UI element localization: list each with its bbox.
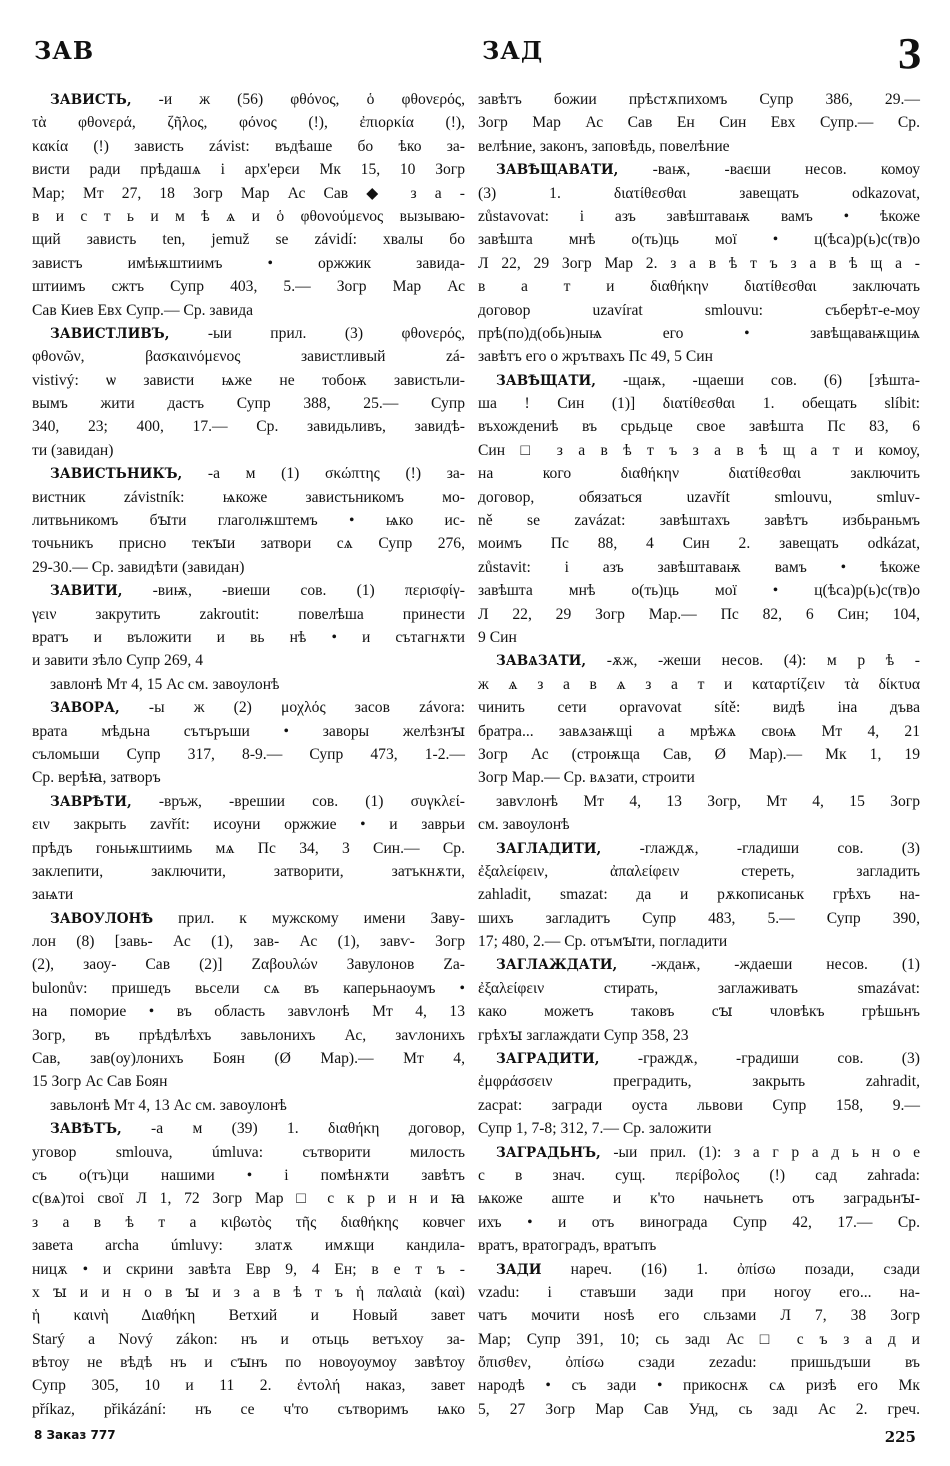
text-line [32, 977, 465, 1000]
line-text: -връж, -врешии сов. (1) συγκλεί- [131, 792, 465, 810]
text-line [478, 228, 920, 251]
line-text: ша ! Син (1)] διατίθεσθαι 1. обещать slíbit: [478, 395, 920, 413]
line-text: Син □ з а в ѣ т ъ з а в ѣ щ а т и комоу, [478, 441, 920, 459]
text-line [478, 345, 920, 368]
line-text: съломьши Супр 317, 8-9.— Супр 473, 1-2.— [32, 745, 465, 763]
right-column [478, 88, 920, 1421]
line-text: zůstavovat: і азъ завѣштаваѭ вамъ • ѣкоже [478, 207, 920, 225]
text-line [478, 626, 920, 649]
entry-first-line [32, 907, 465, 930]
text-line [32, 1234, 465, 1257]
line-text: в и с т ь и м ѣ ѧ и ὁ φθονούμενος вызываю- [32, 207, 465, 225]
text-line [478, 603, 920, 626]
running-head-right: ЗАД [482, 36, 544, 65]
line-text: Зогр Ас (строѭща Сав, Ø Мар).— Мк 1, 19 [478, 745, 920, 763]
line-text: завѣшта мнѣ о(ть)ць мої • ц(ѣса)р(ь)с(тв)о [478, 231, 920, 249]
text-line [32, 1187, 465, 1210]
text-line [478, 252, 920, 275]
line-text: -ждаѭ, -ждаеши несов. (1) [617, 956, 920, 974]
line-text: завѣтъ божии прѣстѫпихомъ Супр 386, 29.— [478, 91, 920, 108]
text-line [478, 790, 920, 813]
text-line [32, 930, 465, 953]
line-text: -и ж (56) φθόνος, ὁ φθονερός, [131, 91, 465, 108]
entry-first-line [478, 158, 920, 181]
text-line [478, 205, 920, 228]
text-line [32, 1398, 465, 1421]
line-text: велѣние, законъ, заповѣдь, повелѣние [478, 137, 730, 155]
entry-first-line [32, 1117, 465, 1140]
line-text: моимъ Пс 88, 4 Син 2. завещать odkázat, [478, 535, 920, 553]
text-line [32, 299, 465, 322]
text-line [478, 1328, 920, 1351]
text-line [32, 1141, 465, 1164]
text-line [478, 486, 920, 509]
line-text: ж ѧ з а в ѧ з а т и καταρτίζειν τὰ δίκτυα [478, 675, 920, 693]
line-text: з а в ѣ т а κιβωτὸς τῆς διαθήκης ковчег [32, 1213, 465, 1231]
line-text: братра... завѧзаѭщі а мрѣжѧ своѩ Мт 4, 21 [478, 722, 920, 740]
line-text: γειν закрутить zakroutit: повелѣша принести [32, 605, 465, 623]
text-line [32, 205, 465, 228]
text-line [478, 1117, 920, 1140]
text-line [32, 1374, 465, 1397]
line-text: -а м (1) σκώπτης (!) за- [182, 465, 465, 483]
text-line [32, 345, 465, 368]
line-text: -ыи прил. (3) φθονερός, [169, 324, 465, 342]
text-line [478, 883, 920, 906]
line-text: vistivý: ѡ зависти ѩже не тобоѭ завистьли- [32, 371, 465, 389]
text-line [32, 486, 465, 509]
line-text: завѣтъ его о жрътвахъ Пс 49, 5 Син [478, 348, 713, 366]
line-text: завистъ имѣѭштиимъ • оржжик завида- [32, 254, 465, 272]
line-text: -ваѭ, -ваєши несов. комоу [618, 161, 920, 179]
line-text: ихъ • и отъ винограда Супр 42, 17.— Ср. [478, 1213, 920, 1231]
text-line [478, 1164, 920, 1187]
text-line [32, 158, 465, 181]
text-line [478, 1024, 920, 1047]
text-line [32, 369, 465, 392]
line-text: вратъ, вратоградъ, вратъпъ [478, 1237, 657, 1255]
line-text: Сав Киев Евх Супр.— Ср. завида [32, 301, 254, 319]
line-text: чатъ мочити ноѕѣ его сльзами Л 7, 38 Зогр [478, 1307, 920, 1325]
line-text: zacpat: загради оуста львови Супр 158, 9.— [478, 1096, 920, 1114]
headword: ЗАВОРА, [50, 700, 120, 717]
text-line [478, 720, 920, 743]
line-text: како можетъ таковъ сꙑ чловѣкъ грѣшьнъ [478, 1003, 920, 1021]
line-text: ὄπισθεν, ὀπίσω сзади zezadu: пришьдъши въ [478, 1354, 920, 1372]
headword: ЗАВѢЩАТИ, [496, 372, 596, 389]
text-line [32, 252, 465, 275]
line-text: Супр 1, 7-8; 312, 7.— Ср. заложити [478, 1120, 712, 1138]
line-text: Ср. верѣꙗ, затворъ [32, 769, 161, 787]
line-text: 29-30.— Ср. завидѣти (завидан) [32, 558, 245, 576]
line-text: ἐξαλείφειν стирать, заглаживать smazávat: [478, 979, 920, 997]
text-line [478, 439, 920, 462]
line-text: литвьникомъ бꙑти глаголѭштемъ • ѩко ис- [32, 512, 465, 530]
text-line [478, 1374, 920, 1397]
line-text: ницѫ • и скрини завѣта Евр 9, 4 Ен; в е т ъ - [32, 1260, 465, 1278]
text-line [32, 626, 465, 649]
text-line [478, 1234, 920, 1257]
headword: ЗАВИТИ, [50, 583, 123, 600]
text-line [478, 532, 920, 555]
text-line [478, 1211, 920, 1234]
line-text: zahladit, smazat: да и рѫкописаньк грѣхъ на- [478, 886, 920, 904]
text-line [478, 766, 920, 789]
entry-first-line [478, 369, 920, 392]
text-line [32, 603, 465, 626]
line-text: штиимъ сжтъ Супр 403, 5.— Зогр Мар Ас [32, 278, 465, 296]
printer-signature: 8 Заказ 777 [34, 1428, 116, 1442]
entry-first-line [478, 1047, 920, 1070]
headword: ЗАВѢЩАВАТИ, [496, 162, 619, 179]
entry-first-line [478, 953, 920, 976]
line-text: лон (8) [завь- Ас (1), зав- Ас (1), завѵ- Зогр [32, 933, 465, 951]
line-text: ἐξαλείφειν, ἀπαλείφειν стереть, загладить [478, 862, 920, 880]
line-text: 17; 480, 2.— Ср. отъмꙑти, погладити [478, 933, 728, 951]
text-line [478, 182, 920, 205]
line-text: точьникъ присно текꙑи затвори сѧ Супр 276, [32, 535, 465, 553]
text-line [32, 532, 465, 555]
line-text: 15 Зогр Ас Сав Боян [32, 1073, 168, 1091]
text-line [32, 182, 465, 205]
line-text: -а м (39) 1. διαθήκη договор, [121, 1120, 465, 1138]
text-line [478, 1281, 920, 1304]
text-line [32, 111, 465, 134]
line-text: с(вѧ)тоі свої Л 1, 72 Зогр Мар □ с к р и н и ꙗ [32, 1190, 465, 1208]
text-line [478, 299, 920, 322]
line-text: -граждѫ, -градиши сов. (3) [599, 1050, 920, 1068]
headword: ЗАВѢТЪ, [50, 1121, 122, 1138]
text-line [478, 977, 920, 1000]
line-text: -щаѭ, -щаеши сов. (6) [зѣшта- [595, 371, 920, 389]
line-text: (2), заоу- Сав (2)] Ζαβουλών Завулонов Za- [32, 956, 465, 974]
line-text: Л 22, 29 Зогр Мар.— Пс 82, 6 Син; 104, [478, 605, 920, 623]
text-line [478, 1094, 920, 1117]
headword: ЗАГЛАДИТИ, [496, 840, 602, 857]
entry-first-line [478, 649, 920, 672]
line-text: вѣтоу не вѣдѣ нъ и сꙑнъ по новоуоумоу завѣтоу [32, 1354, 465, 1372]
line-text: прѣ(по)д(обь)ныѩ его • завѣщаваѭщиѩ [478, 324, 920, 342]
text-line [478, 743, 920, 766]
text-line [32, 720, 465, 743]
text-line [478, 462, 920, 485]
line-text: -глаждѫ, -гладиши сов. (3) [601, 839, 920, 857]
headword: ЗАВИСТЬНИКЪ, [50, 466, 183, 483]
line-text: Зогр Мар.— Ср. вѧзати, строити [478, 769, 695, 787]
headword: ЗАВРѢТИ, [50, 793, 132, 810]
text-line [32, 392, 465, 415]
line-text: висти ради прѣдашѧ і арх'ерєи Мк 15, 10 Зогр [32, 161, 465, 179]
line-text: (3) 1. διατίθεσθαι завещать odkazovat, [478, 184, 920, 202]
line-text: φθονῶν, βασκαινόμενος завистливый zá- [32, 348, 465, 366]
line-text: шихъ загладитъ Супр 483, 5.— Супр 390, [478, 909, 920, 927]
line-text: прѣдъ гоньѭштиимь мѧ Пс 34, 3 Син.— Ср. [32, 839, 465, 857]
headword: ЗАГРАДИТИ, [496, 1051, 600, 1068]
text-line [32, 883, 465, 906]
text-line [478, 1398, 920, 1421]
line-text: ти (завидан) [32, 441, 114, 459]
page-number: 225 [884, 1428, 916, 1446]
text-line [478, 135, 920, 158]
line-text: вымъ жити дастъ Супр 388, 25.— Супр [32, 395, 465, 413]
line-text: Зогр Мар Ас Сав Ен Син Евх Супр.— Ср. [478, 114, 920, 132]
line-text: врата мѣдьна сътъръши • заворы желѣзнꙑ [32, 722, 465, 740]
line-text: чинить сети opravovat sítě: видѣ іна дъва [478, 699, 920, 717]
line-text: завьлонѣ Мт 4, 13 Ас см. завоулонѣ [50, 1096, 287, 1114]
entry-first-line [32, 322, 465, 345]
text-line [32, 509, 465, 532]
text-line [478, 88, 920, 111]
text-line [478, 1351, 920, 1374]
text-line [32, 1094, 465, 1117]
line-text: съ о(тъ)ци нашими • і помѣнѫти завѣтъ [32, 1166, 465, 1184]
text-line [32, 743, 465, 766]
line-text: ně se zavázat: завѣштахъ завѣтъ избьраньмъ [478, 512, 920, 530]
text-line [32, 1304, 465, 1327]
line-text: -ы ж (2) μοχλός засов závora: [119, 699, 465, 717]
headword: ЗАГРАДЬНЪ, [496, 1144, 601, 1161]
text-line [478, 907, 920, 930]
text-line [478, 111, 920, 134]
line-text: -ѫж, -жеши несов. (4): м р ѣ - [586, 652, 920, 670]
line-text: завета archa úmluvy: златѫ имѫщи кандила- [32, 1237, 465, 1255]
line-text: Мар; Мт 27, 18 Зогр Мар Ас Сав ◆ з а - [32, 184, 465, 202]
line-text: в а т и διαθήκην διατίθεσθαι заключать [478, 278, 920, 296]
line-text: заклепити, заключити, затворити, затъкнѫти, [32, 862, 465, 880]
text-line [32, 1281, 465, 1304]
line-text: Сав, зав(оу)лонихъ Боян (Ø Мар).— Мт 4, [32, 1050, 465, 1068]
line-text: 5, 27 Зогр Мар Сав Унд, сь задı Ас 2. греч. [478, 1400, 920, 1418]
text-line [32, 1328, 465, 1351]
line-text: Зогр, въ прѣдѣлѣхъ завьлонихъ Ас, заѵлонихъ [32, 1026, 465, 1044]
line-text: -ыи прил. (1): з а г р а д ь н о е [600, 1143, 920, 1161]
line-text: zůstavit: і азъ завѣштаваѭ вамъ • ѣкоже [478, 558, 920, 576]
line-text: завѵлонѣ Мт 4, 13 Зогр, Мт 4, 15 Зогр [496, 792, 920, 810]
line-text: ἡ καινὴ Διαθήκη Ветхий и Новый завет [32, 1307, 465, 1325]
line-text: щий зависть ten, jemuž se závidí: хвалы бо [32, 231, 465, 249]
entry-first-line [32, 462, 465, 485]
text-line [478, 696, 920, 719]
line-text: народѣ • съ зади • прикоснѫ сѧ ризѣ его Мк [478, 1377, 920, 1395]
text-line [32, 953, 465, 976]
text-line [478, 1304, 920, 1327]
text-line [32, 1258, 465, 1281]
entry-first-line [478, 837, 920, 860]
text-line [32, 1211, 465, 1234]
line-text: завѣшта мнѣ о(ть)ць мої • ц(ѣса)р(ь)с(тв)о [478, 582, 920, 600]
entry-first-line [478, 1258, 920, 1281]
text-line [32, 766, 465, 789]
text-line [32, 275, 465, 298]
text-line [478, 579, 920, 602]
line-text: завлонѣ Мт 4, 15 Ас см. завоулонѣ [50, 675, 280, 693]
headword: ЗАВИСТЬ, [50, 92, 132, 108]
left-column [32, 88, 465, 1421]
line-text: 9 Син [478, 628, 517, 646]
line-text: κακία (!) зависть závist: въдѣаше бо ѣко за- [32, 137, 465, 155]
text-line [478, 275, 920, 298]
text-line [478, 322, 920, 345]
line-text: вратъ и въложити и вь нѣ • и сътагнѫти [32, 628, 465, 646]
headword: ЗАВѦЗАТИ, [496, 653, 587, 670]
line-text: прил. к мужскому имени Заву- [153, 909, 465, 927]
line-text: заѩти [32, 886, 74, 904]
line-text: договор uzavírat smlouvu: съберѣт-е-моу [478, 301, 920, 319]
line-text: см. завоулонѣ [478, 816, 570, 834]
entry-first-line [32, 696, 465, 719]
line-text: на поморие • въ область завѵлонѣ Мт 4, 13 [32, 1003, 465, 1021]
text-line [478, 1070, 920, 1093]
line-text: τὰ φθονερά, ζῆλος, φόνος (!), ἐπιορκία (!), [32, 114, 465, 132]
section-letter: З [897, 29, 922, 78]
text-line [32, 135, 465, 158]
line-text: грѣхꙑ заглаждати Супр 358, 23 [478, 1026, 689, 1044]
line-text: ἐμφράσσειν преградить, закрыть zahradit, [478, 1073, 920, 1091]
text-line [32, 439, 465, 462]
headword: ЗАГЛАЖДАТИ, [496, 957, 618, 974]
line-text: Супр 305, 10 и 11 2. ἐντολή наказ, завет [32, 1377, 465, 1395]
line-text: договор, обязаться uzavřít smlouvu, smluv- [478, 488, 920, 506]
text-line [478, 509, 920, 532]
line-text: с в знач. сущ. περίβολος (!) сад zahrada: [478, 1166, 920, 1184]
headword: ЗАВОУЛОНѢ [50, 910, 154, 927]
text-line [478, 415, 920, 438]
text-line [32, 415, 465, 438]
line-text: уговор smlouva, úmluva: сътворити милость [32, 1143, 465, 1161]
text-line [478, 1000, 920, 1023]
text-line [32, 1000, 465, 1023]
text-line [478, 860, 920, 883]
line-text: -виѭ, -виеши сов. (1) περισφίγ- [122, 582, 465, 600]
running-head-left: ЗАВ [34, 36, 95, 65]
entry-first-line [32, 579, 465, 602]
line-text: Starý a Nový zákon: нъ и отьць ветъхоу за- [32, 1330, 465, 1348]
line-text: въхождениѣ въ срьдьце свое завѣшта Пс 83, 6 [478, 418, 920, 436]
line-text: ѩкоже аште и к'то начьнетъ отъ заградьнꙑ- [478, 1190, 920, 1208]
text-line [32, 228, 465, 251]
text-line [478, 673, 920, 696]
line-text: 340, 23; 400, 17.— Ср. завидьливъ, завидѣ- [32, 418, 465, 436]
text-line [478, 930, 920, 953]
text-line [32, 673, 465, 696]
line-text: ειν закрыть zavřít: исоуни оржжие • и заврьи [32, 816, 465, 834]
text-line [478, 392, 920, 415]
line-text: Л 22, 29 Зогр Мар 2. з а в ѣ т ъ з а в ѣ щ а - [478, 254, 920, 272]
line-text: Мар; Супр 391, 10; сь задı Ас □ с ъ з а д и [478, 1330, 920, 1348]
line-text: нареч. (16) 1. ὀπίσω позади, сзади [541, 1260, 920, 1278]
text-line [32, 1070, 465, 1093]
text-line [32, 1024, 465, 1047]
text-line [32, 1047, 465, 1070]
headword: ЗАВИСТЛИВЪ, [50, 325, 170, 342]
text-line [32, 837, 465, 860]
text-line [32, 860, 465, 883]
text-line [478, 1187, 920, 1210]
text-line [32, 813, 465, 836]
line-text: příkaz, přikázání: нъ се ч'то сътворимъ ѩко [32, 1400, 465, 1418]
text-line [32, 556, 465, 579]
text-line [32, 649, 465, 672]
text-line [32, 1164, 465, 1187]
entry-first-line [32, 790, 465, 813]
line-text: vzadu: і ставъши зади при ногоу его... на- [478, 1283, 920, 1301]
line-text: bulonův: пришедъ вьсели сѧ въ каперьнаоумъ • [32, 979, 465, 997]
line-text: х ꙑ и и н о в ꙑ и з а в ѣ т ъ ἡ παλαιὰ (καὶ) [32, 1283, 465, 1301]
line-text: вистник závistník: ѩкоже завистьникомъ мо- [32, 488, 465, 506]
text-line [32, 1351, 465, 1374]
line-text: и завити зѣло Супр 269, 4 [32, 652, 204, 670]
headword: ЗАДИ [496, 1261, 542, 1278]
text-line [478, 556, 920, 579]
entry-first-line [478, 1141, 920, 1164]
entry-first-line [32, 88, 465, 111]
line-text: на кого διαθήκην διατίθεσθαι заключить [478, 465, 920, 483]
text-line [478, 813, 920, 836]
